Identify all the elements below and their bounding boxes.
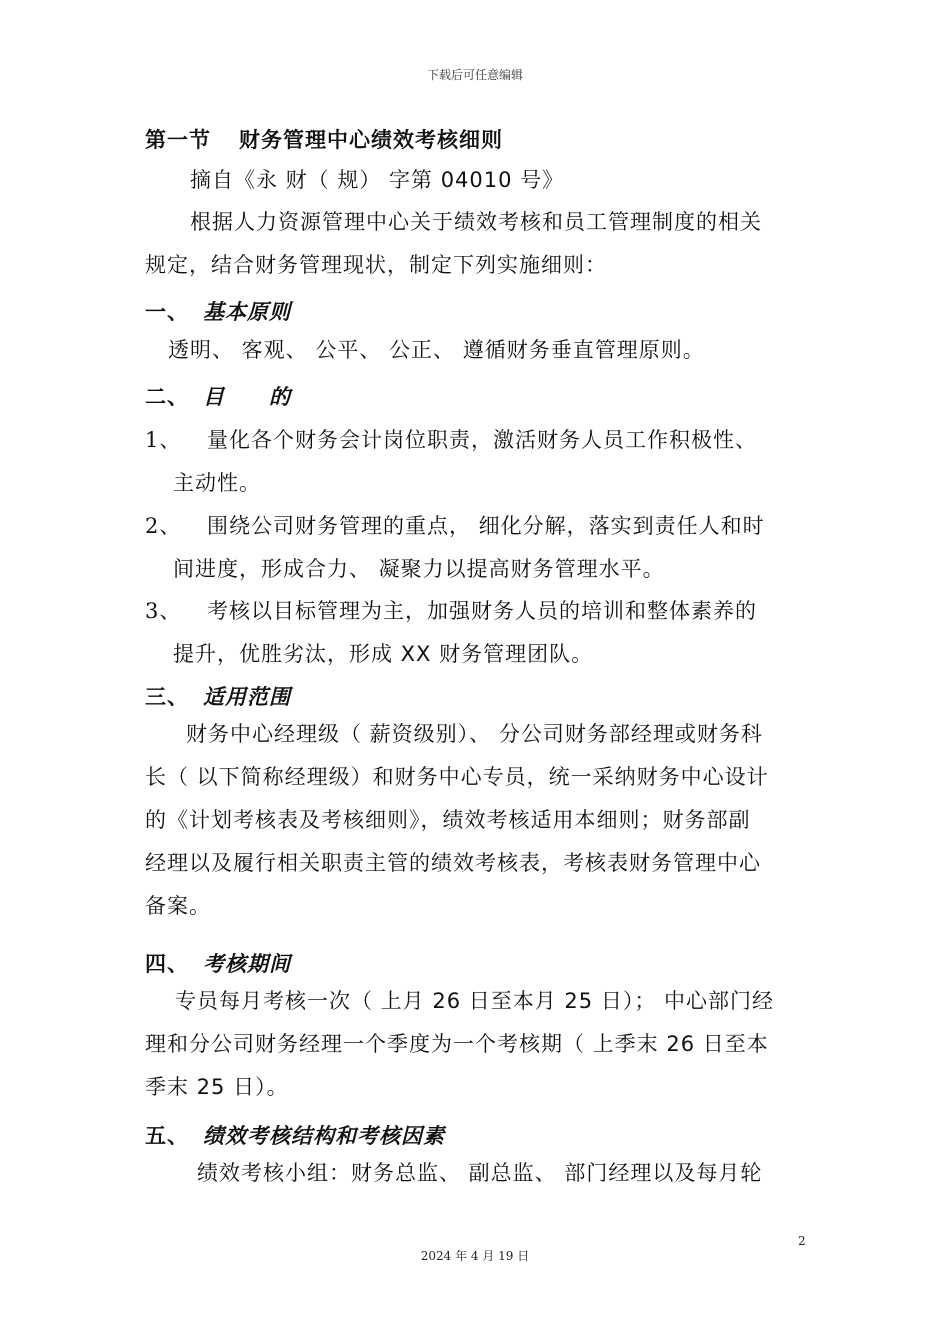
item-text: 考核以目标管理为主，加强财务人员的培训和整体素养的 — [207, 599, 757, 623]
item-text: 围绕公司财务管理的重点， 细化分解，落实到责任人和时 — [207, 514, 765, 538]
item-text: 量化各个财务会计岗位职责，激活财务人员工作积极性、 — [207, 428, 757, 452]
footer-date: 2024 年 4 月 19 日 — [420, 1249, 530, 1263]
title-text: 财务管理中心绩效考核细则 — [239, 128, 503, 152]
section-number: 二、 — [145, 385, 189, 409]
scope-line-5: 备案。 — [145, 894, 211, 918]
item-index: 3、 — [145, 599, 182, 623]
purpose-item-3-cont: 提升，优胜劣汰，形成 XX 财务管理团队。 — [173, 642, 594, 666]
purpose-item-2 — [145, 510, 765, 540]
section-number: 四、 — [145, 952, 189, 976]
scope-line-2: 长（ 以下简称经理级）和财务中心专员，统一采纳财务中心设计 — [145, 765, 769, 789]
purpose-item-3 — [145, 595, 757, 625]
purpose-item-1-cont: 主动性。 — [173, 471, 261, 495]
section-heading-3 — [145, 681, 291, 711]
scope-line-4: 经理以及履行相关职责主管的绩效考核表，考核表财务管理中心 — [145, 851, 761, 875]
document-title — [145, 124, 503, 154]
structure-line-1: 绩效考核小组：财务总监、 副总监、 部门经理以及每月轮 — [197, 1161, 763, 1185]
item-index: 1、 — [145, 428, 182, 452]
purpose-item-1 — [145, 424, 757, 454]
item-index: 2、 — [145, 514, 182, 538]
section-title: 考核期间 — [203, 952, 291, 976]
section-heading-5 — [145, 1120, 445, 1150]
section-heading-4 — [145, 948, 291, 978]
scope-line-3: 的《计划考核表及考核细则》，绩效考核适用本细则；财务部副 — [145, 808, 751, 832]
section-title: 目 的 — [203, 385, 291, 409]
period-line-2: 理和分公司财务经理一个季度为一个考核期（ 上季末 26 日至本 — [145, 1032, 769, 1056]
section-label: 第一节 — [145, 128, 211, 152]
section-heading-2 — [145, 381, 291, 411]
principles-text: 透明、 客观、 公平、 公正、 遵循财务垂直管理原则。 — [168, 338, 705, 362]
period-line-3: 季末 25 日）。 — [145, 1075, 289, 1099]
section-title: 基本原则 — [203, 300, 291, 324]
section-number: 五、 — [145, 1124, 189, 1148]
scope-line-1: 财务中心经理级（ 薪资级别）、 分公司财务部经理或财务科 — [186, 722, 763, 746]
section-title: 绩效考核结构和考核因素 — [203, 1124, 445, 1148]
section-number: 三、 — [145, 685, 189, 709]
intro-line-1: 根据人力资源管理中心关于绩效考核和员工管理制度的相关 — [190, 210, 762, 234]
page-number: 2 — [798, 1234, 806, 1248]
section-title: 适用范围 — [203, 685, 291, 709]
period-line-1: 专员每月考核一次（ 上月 26 日至本月 25 日）； 中心部门经 — [175, 989, 774, 1013]
intro-line-2: 规定，结合财务管理现状，制定下列实施细则： — [145, 253, 607, 277]
section-number: 一、 — [145, 300, 189, 324]
excerpt-line: 摘自《永 财（ 规） 字第 04010 号》 — [190, 168, 565, 192]
purpose-item-2-cont: 间进度，形成合力、 凝聚力以提高财务管理水平。 — [173, 557, 665, 581]
page-header: 下载后可任意编辑 — [426, 68, 523, 82]
section-heading-1 — [145, 296, 291, 326]
